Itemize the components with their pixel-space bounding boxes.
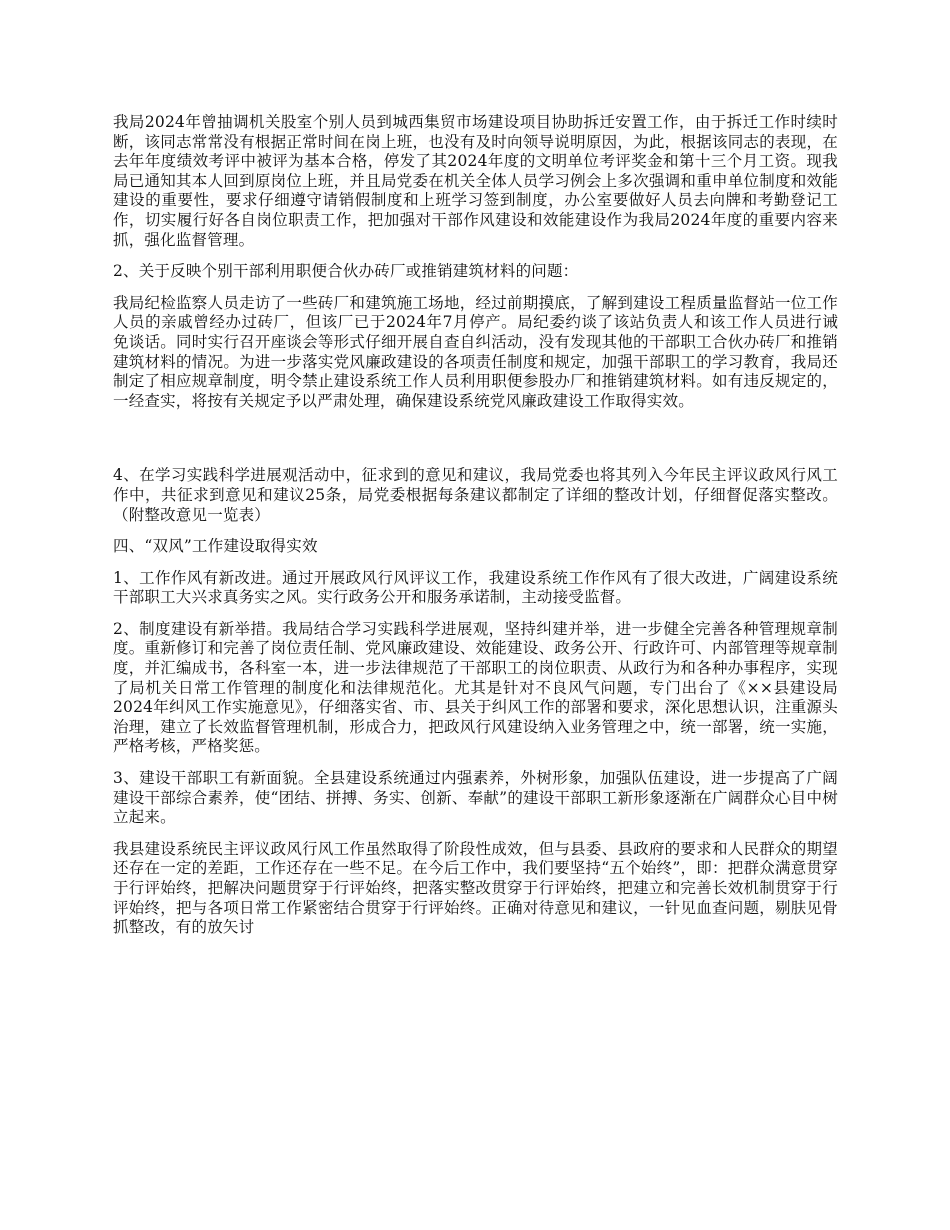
paragraph-conclusion: 我县建设系统民主评议政风行风工作虽然取得了阶段性成效，但与县委、县政府的要求和人民群众的期望还存在一定的差距，工作还存在一些不足。在今后工作中，我们要坚持“五个始终”，即：把群众满意贯穿于行评始终，把解决问题贯穿于行评始终，把落实整改贯穿于行评始终，把建立和完善长效机制贯穿于行评始终，把与各项日常工作紧密结合贯穿于行评始终。正确对待意见和建议，一针见血查问题，剔肤见骨抓整改，有的放矢讨 (113, 839, 838, 937)
paragraph-institution-building: 2、制度建设有新举措。我局结合学习实践科学进展观，坚持纠建并举，进一步健全完善各种管理规章制度。重新修订和完善了岗位责任制、党风廉政建设、效能建设、政务公开、行政许可、内部管理等规章制度，并汇编成书，各科室一本，进一步法律规范了干部职工的岗位职责、从政行为和各种办事程序，实现了局机关日常工作管理的制度化和法律规范化。尤其是针对不良风气问题，专门出台了《××县建设局2024年纠风工作实施意见》，仔细落实省、市、县关于纠风工作的部署和要求，深化思想认识，注重源头治理，建立了长效监督管理机制，形成合力，把政风行风建设纳入业务管理之中，统一部署，统一实施，严格考核，严格奖惩。 (113, 619, 838, 756)
paragraph-suggestions: 4、在学习实践科学进展观活动中，征求到的意见和建议，我局党委也将其列入今年民主评议政风行风工作中，共征求到意见和建议25条，局党委根据每条建议都制定了详细的整改计划，仔细督促落实整改。（附整改意见一览表） (113, 466, 838, 524)
paragraph-work-style: 1、工作作风有新改进。通过开展政风行风评议工作，我建设系统工作作风有了很大改进，广阔建设系统干部职工大兴求真务实之风。实行政务公开和服务承诺制，主动接受监督。 (113, 568, 838, 607)
paragraph-investigation: 我局纪检监察人员走访了一些砖厂和建筑施工场地，经过前期摸底，了解到建设工程质量监督站一位工作人员的亲戚曾经办过砖厂，但该厂已于2024年7月停产。局纪委约谈了该站负责人和该工作人员进行诫免谈话。同时实行召开座谈会等形式仔细开展自查自纠活动，没有发现其他的干部职工合伙办砖厂和推销建筑材料的情况。为进一步落实党风廉政建设的各项责任制度和规定，加强干部职工的学习教育，我局还制定了相应规章制度，明令禁止建设系统工作人员利用职便参股办厂和推销建筑材料。如有违反规定的，一经查实，将按有关规定予以严肃处理，确保建设系统党风廉政建设工作取得实效。 (113, 293, 838, 410)
blank-gap (113, 423, 838, 466)
paragraph-heading-brick-factory: 2、关于反映个别干部利用职便合伙办砖厂或推销建筑材料的问题： (113, 262, 579, 281)
document-body (113, 113, 838, 950)
section-heading-results: 四、“双风”工作建设取得实效 (113, 537, 318, 556)
paragraph-staff-transfer: 我局2024年曾抽调机关股室个别人员到城西集贸市场建设项目协助拆迁安置工作，由于拆迁工作时续时断，该同志常常没有根据正常时间在岗上班，也没有及时向领导说明原因，为此，根据该同志的表现，在去年年度绩效考评中被评为基本合格，停发了其2024年度的文明单位考评奖金和第十三个月工资。现我局已通知其本人回到原岗位上班，并且局党委在机关全体人员学习例会上多次强调和重申单位制度和效能建设的重要性，要求仔细遵守请销假制度和上班学习签到制度，办公室要做好人员去向牌和考勤登记工作，切实履行好各自岗位职责工作，把加强对干部作风建设和效能建设作为我局2024年度的重要内容来抓，强化监督管理。 (113, 113, 838, 249)
paragraph-staff-image: 3、建设干部职工有新面貌。全县建设系统通过内强素养，外树形象，加强队伍建设，进一步提高了广阔建设干部综合素养，使“团结、拼搏、务实、创新、奉献”的建设干部职工新形象逐渐在广阔群众心目中树立起来。 (113, 769, 838, 827)
